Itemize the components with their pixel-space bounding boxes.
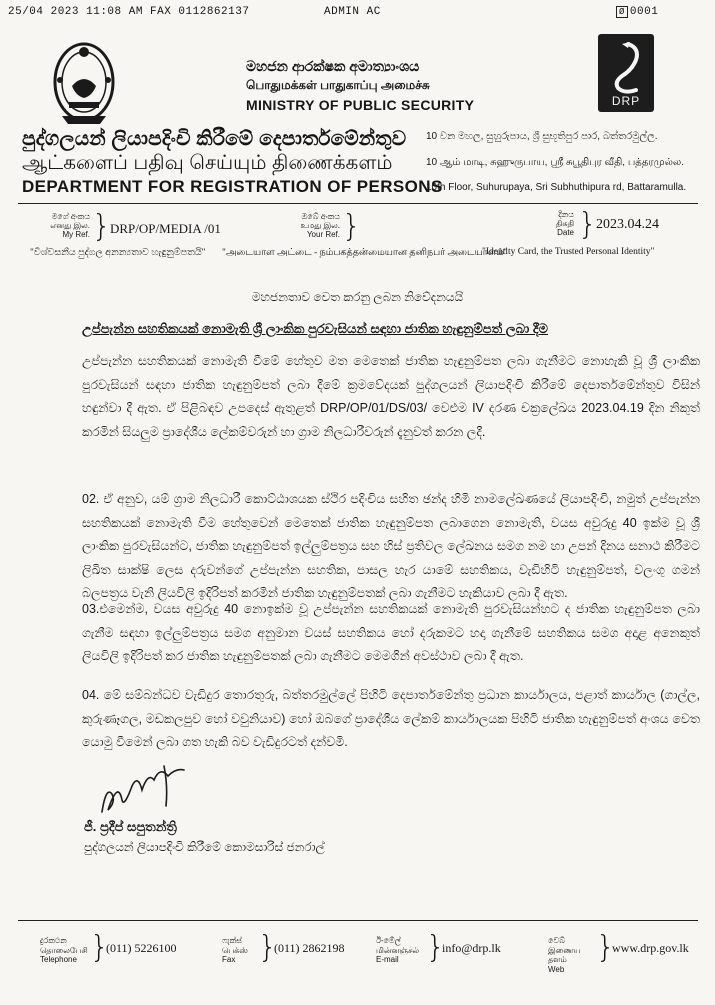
date-brace: } [578,207,598,242]
fax-value: (011) 2862198 [274,941,345,955]
email-brace: } [426,930,446,965]
telephone-labels: දුරකථන தொலைபேசி Telephone [40,936,88,964]
ministry-name-tamil: பொதுமக்கள் பாதுகாப்பு அமைச்சு [246,78,430,92]
fax-timestamp: 25/04 2023 11:08 AM FAX 0112862137 [8,6,250,18]
my-ref-brace: } [92,209,112,244]
web-brace: } [596,930,616,965]
email-labels: ඊ-මේල් மின்னஞ்சல் E-mail [376,936,420,964]
email-value: info@drp.lk [442,941,501,955]
signatory-title: පුද්ගලයන් ලියාපදිංචි කිරීමේ කොමසාරිස් ජනරාල් [84,840,325,854]
telephone-value: (011) 5226100 [106,941,177,955]
my-ref-labels: මගේ අංකය எனது இல. My Ref. [50,212,90,239]
drp-logo [598,34,654,112]
your-ref-brace: } [342,209,362,244]
footer-divider [18,920,698,921]
press-release-label: මහජනතාව වෙත කරනු ලබන නිවේදනයයි [251,290,464,304]
tagline-tamil: "அடையாள அட்டை - நம்பகத்தன்மையான தனிநபர் அடையாளம்" [222,248,508,258]
my-ref-value: DRP/OP/MEDIA /01 [110,221,221,236]
fax-page-marker: Ø 0001 [616,6,630,18]
paragraph-1: උප්පැන්න සහතිකයක් නොමැති වීමේ හේතුව මත මෙතෙක් ජාතික හැඳුනුම්පත ලබා ගැනීමට නොහැකි වූ ශ්‍රී ලාංකික පුරවැසියන් සඳහා ජාතික හැඳුනුම්පත් ලබා දීමේ ක්‍රමවේදයක් පුද්ගලයන් ලියාපදිංචි කිරීමේ දෙපාර්තමේන්තුව විසින් හඳුන්වා දී ඇත. ඒ පිළිබඳව උපදෙස් ඇතුළත් DRP/OP/01/DS/03/ වෙළුම IV දරණ චක්‍රලේඛය 2023.04.19 දින නිකුත් කරමින් සියලුම ප්‍රාදේශීය ලේකම්වරුන් හා ග්‍රාම නිලධාරීවරුන් දැනුවත් කරන ලදී. [82,354,700,439]
department-name-sinhala: පුද්ගලයන් ලියාපදිංචි කිරීමේ දෙපාර්තමේන්තුව [22,128,407,150]
fax-header [8,6,708,22]
handwritten-signature [94,760,214,822]
fax-sender: ADMIN AC [324,6,381,18]
address-tamil: 10 ஆம் மாடி, சுஹுருபாய, ஸ்ரீ சுபூதிபுர வீதி, பத்தரமுல்ல. [426,157,684,168]
letterhead-divider [18,203,698,204]
fax-brace: } [258,930,278,965]
address-english: 10th Floor, Suhurupaya, Sri Subhuthipura rd, Battaramulla. [426,182,687,193]
date-labels: දිනය திகதி Date [555,210,574,237]
telephone-brace: } [90,930,110,965]
document-subject: උප්පැන්න සහතිකයක් නොමැති ශ්‍රී ලාංකික පුරවැසියන් සඳහා ජාතික හැඳුනුම්පත් ලබා දීම [82,321,549,336]
swan-icon [598,36,654,96]
web-labels: වෙබ් இணைய தளம் Web [548,936,581,974]
ministry-name-english: MINISTRY OF PUBLIC SECURITY [246,97,475,113]
department-name-english: DEPARTMENT FOR REGISTRATION OF PERSONS [22,177,443,196]
ministry-name-sinhala: මහජන ආරක්ෂක අමාත්‍යාංශය [246,58,420,74]
tagline-sinhala: "විශ්වසනීය පුද්ගල අනන්‍යතාව හැඳුනුම්පතයි" [30,248,206,258]
signatory-name: ජී. ප්‍රදීප් සපුතන්ත්‍රි [84,819,177,834]
web-value: www.drp.gov.lk [612,941,689,955]
paragraph-2: 02. ඒ අනුව, යම් ග්‍රාම නිලධාරී කොට්ඨාශයක ස්ථිර පදිංචිය සහිත ඡන්ද හිමි නාමලේඛණයේ ලියාපදිංචි, නමුත් උප්පැන්න සහතිකයක් නොමැති වීම හේතුවෙන් මෙතෙක් ජාතික හැඳුනුම්පත ලබාගෙන නොමැති, වයස අවුරුදු 40 ඉක්ම වූ ශ්‍රී ලාංකික පුරවැසියන්ට, ජාතික හැඳුනුම්පත් ඉල්ලුම්පත්‍රය සහ හිස් ප්‍රතිවල ලේඛනය සමග නම හා උපන් දිනය සනාථ කිරීමට ලිඛිත සාක්ෂි ලෙස දරුවන්ගේ උප්පැන්න සහතික, පාසල හැර යාමේ සහතිකය, වැඩිහිටි හැඳුනුම්පත්, වලංගු ගමන් බලපත්‍රය වැනි ලියවිලි ඉදිරිපත් කරමින් ජාතික හැඳුනුම්පතක් ලබා ගැනීමට හැකියාව ලබා දී ඇත. [82,492,700,600]
national-emblem-icon [52,40,116,130]
date-value: 2023.04.24 [596,217,659,232]
department-name-tamil: ஆட்களைப் பதிவு செய்யும் திணைக்களம் [22,152,393,174]
fax-labels: ෆැක්ස් பெக்ஸ் Fax [222,936,248,964]
address-sinhala: 10 වන මහල, සුහුරුපාය, ශ්‍රී සුභූතිපුර පාර, බත්තරමුල්ල. [426,131,658,142]
paragraph-4: 04. මේ සම්බන්ධව වැඩිදුර තොරතුරු, බත්තරමුල්ලේ පිහිටි දෙපාර්තමේන්තු ප්‍රධාන කාර්යාලය, පළාත් කාර්යාල (ගාල්ල, කුරුණෑගල, මඩකලපුව හෝ වවුනියාව) හෝ ඔබගේ ප්‍රාදේශීය ලේකම් කාර්යාලයක පිහිටි ජාතික හැඳුනුම්පත් අංශය වෙත යොමු වීමෙන් ලබා ගත හැකි බව වැඩිදුරටත් දන්වමි. [82,688,700,749]
your-ref-labels: ඔබේ අංකය உமது இல. Your Ref. [300,212,340,239]
drp-logo-text: DRP [611,94,641,108]
paragraph-3: 03.එමෙන්ම, වයස අවුරුදු 40 නොඉක්ම වූ උප්පැන්න සහතිකයක් නොමැති පුරවැසියන්හට ද ජාතික හැඳුනුම්පත ලබා ගැනීම සඳහා ඉල්ලුම්පත්‍රය සමග අනුමාන වයස් සහතිකය හෝ දරුකමට හදා ගැනීමේ සහතිකය සමග අදාළ අනෙකුත් ලියවිලි ඉදිරිපත් කර ජාතික හැඳුනුම්පතක් ලබා ගැනීමට මෙමගින් අවස්ථාව ලබා දී ඇත. [82,602,700,663]
tagline-english: "Identity Card, the Trusted Personal Identity" [482,247,655,257]
